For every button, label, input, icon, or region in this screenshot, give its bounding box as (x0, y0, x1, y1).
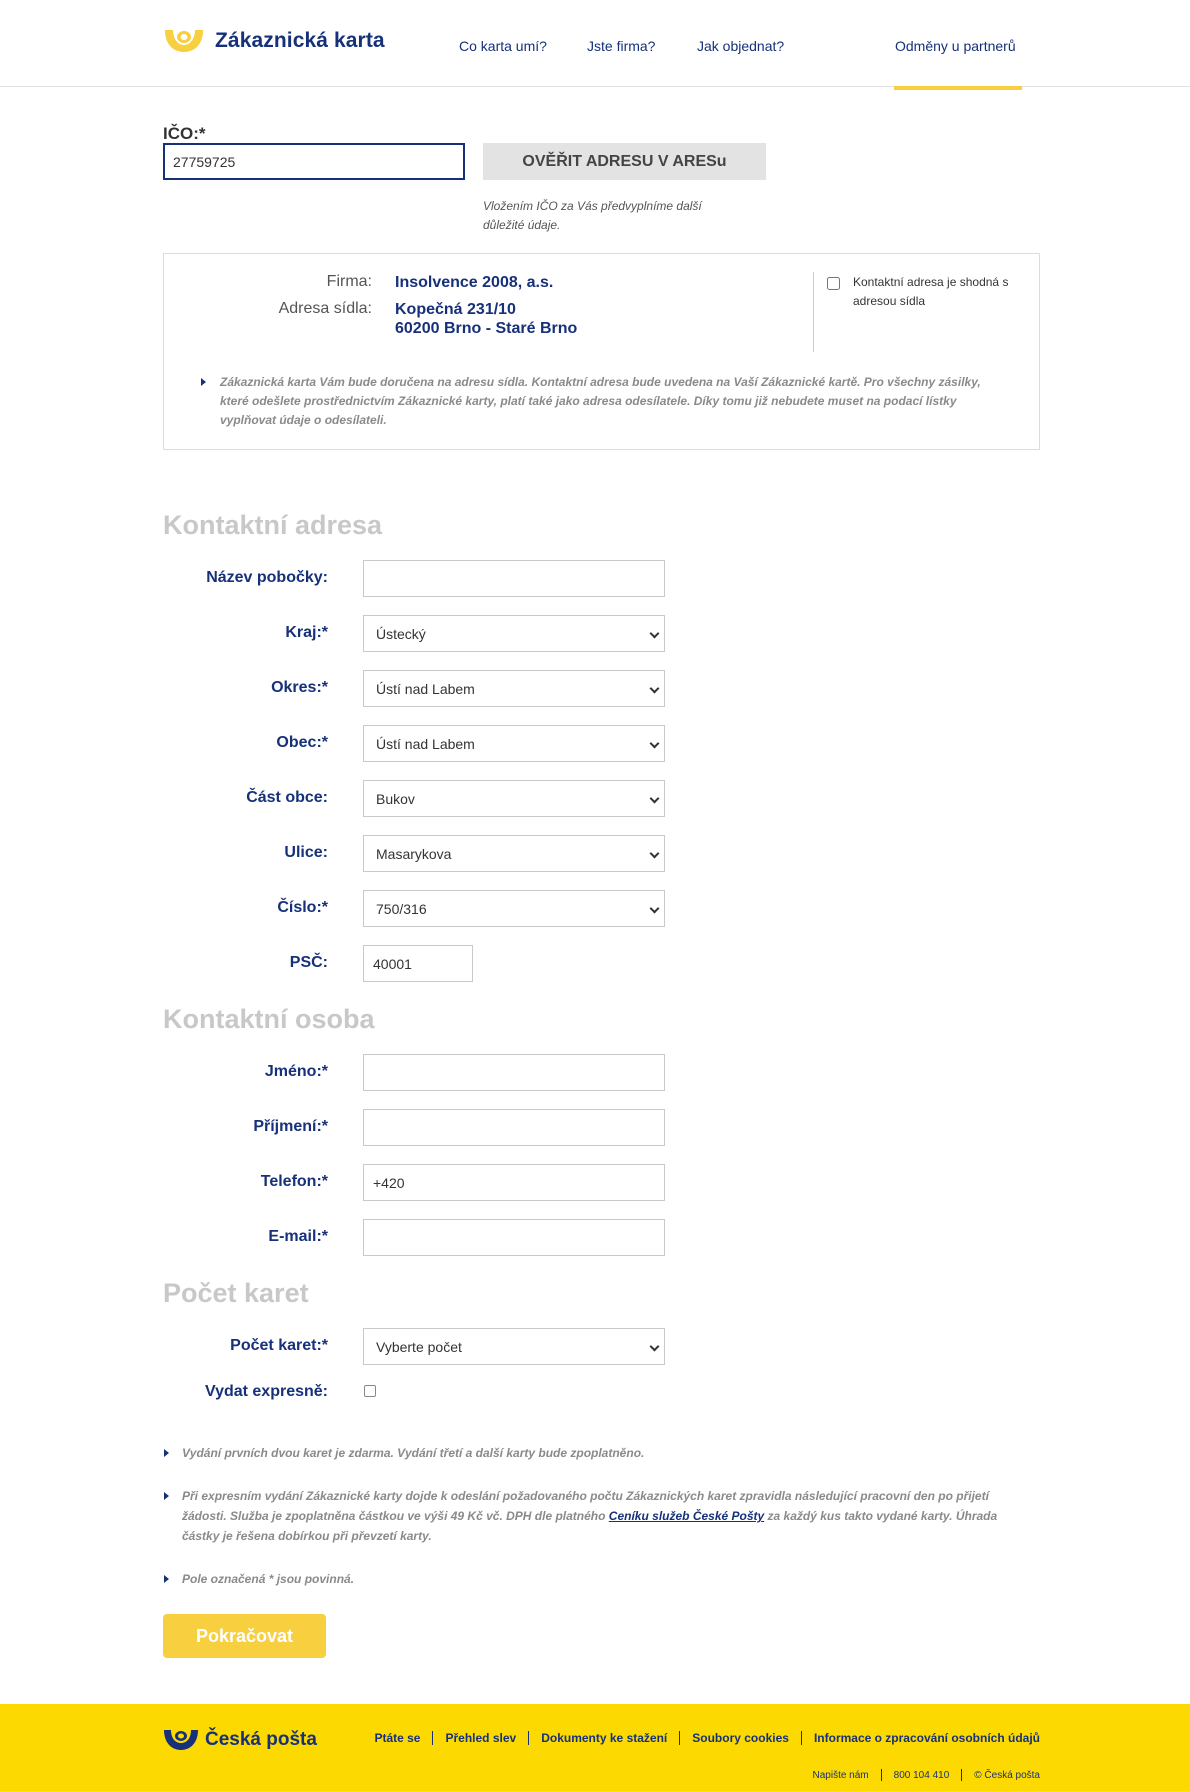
site-footer (0, 1704, 1190, 1791)
footer-bottom (813, 1769, 1041, 1781)
ulice-select[interactable] (363, 835, 665, 872)
okres-select-value: Ústí nad Labem (376, 680, 475, 697)
kraj-select-value: Ústecký (376, 625, 426, 642)
ico-input[interactable] (163, 143, 465, 180)
bullet-arrow-icon (164, 1575, 169, 1583)
obec-select-value: Ústí nad Labem (376, 735, 475, 752)
price-list-link[interactable]: Ceníku služeb České Pošty (608, 1509, 765, 1523)
cislo-select[interactable] (363, 890, 665, 927)
nav-link-odmeny[interactable]: Odměny u partnerů (895, 38, 1016, 54)
logo[interactable] (163, 28, 385, 54)
chevron-down-icon (650, 1342, 660, 1352)
brand-name: Zákaznická karta (215, 29, 385, 52)
jmeno-input[interactable] (363, 1054, 665, 1091)
cast-obce-select-value: Bukov (376, 790, 415, 807)
field-label-jmeno: Jméno:* (264, 1063, 328, 1080)
footer-link-napiste-nam[interactable]: Napište nám (812, 1769, 869, 1781)
adresa-label: Adresa sídla: (278, 300, 372, 317)
okres-select[interactable] (363, 670, 665, 707)
footer-link-prehled-slev[interactable]: Přehled slev (445, 1731, 517, 1745)
field-label-email: E-mail:* (268, 1228, 328, 1245)
field-label-cislo: Číslo:* (277, 899, 328, 916)
active-nav-underline (894, 86, 1022, 90)
chevron-down-icon (650, 849, 660, 859)
field-label-obec: Obec:* (276, 734, 328, 751)
email-input[interactable] (363, 1219, 665, 1256)
chevron-down-icon (650, 794, 660, 804)
field-label-express: Vydat expresně: (204, 1383, 328, 1400)
note-express-text-1: Při expresním vydání Zákaznické karty dojde k odeslání požadovaného počtu Zákaznických karet zpravidla následující pracovní den po přijetí žádosti. Služba je zpoplatněna částkou ve výši 49 Kč vč. DPH dle platného (182, 1489, 989, 1523)
footer-link-ptate-se[interactable]: Ptáte se (374, 1731, 421, 1745)
field-label-psc: PSČ: (289, 954, 328, 971)
footer-links (374, 1731, 1040, 1745)
obec-select[interactable] (363, 725, 665, 762)
section-title-card-count: Počet karet (163, 1278, 309, 1308)
separator (679, 1731, 680, 1745)
bullet-arrow-icon (164, 1449, 169, 1457)
footer-brand-name: Česká pošta (205, 1729, 317, 1750)
field-label-okres: Okres:* (271, 679, 328, 696)
chevron-down-icon (650, 904, 660, 914)
prijmeni-input[interactable] (363, 1109, 665, 1146)
separator (961, 1769, 962, 1781)
field-label-prijmeni: Příjmení:* (253, 1118, 328, 1135)
post-horn-icon (163, 28, 205, 54)
site-header (0, 0, 1190, 87)
ico-hint: Vložením IČO za Vás předvyplníme další důležité údaje. (483, 199, 702, 232)
field-label-kraj: Kraj:* (285, 624, 328, 641)
cast-obce-select[interactable] (363, 780, 665, 817)
separator (432, 1731, 433, 1745)
firma-value: Insolvence 2008, a.s. (395, 274, 554, 291)
footer-link-cookies[interactable]: Soubory cookies (692, 1731, 789, 1745)
continue-button[interactable]: Pokračovat (163, 1614, 326, 1658)
footer-logo[interactable] (163, 1729, 317, 1751)
field-label-cast-obce: Část obce: (246, 789, 328, 806)
firma-label: Firma: (326, 273, 372, 290)
footer-link-osobni-udaje[interactable]: Informace o zpracování osobních údajů (813, 1731, 1040, 1745)
chevron-down-icon (650, 739, 660, 749)
express-checkbox[interactable] (364, 1385, 376, 1397)
separator (528, 1731, 529, 1745)
footer-copyright: © Česká pošta (974, 1769, 1040, 1781)
card-count-select-value: Vyberte počet (376, 1338, 462, 1355)
card-count-select[interactable] (363, 1328, 665, 1365)
field-label-nazev-pobocky: Název pobočky: (206, 569, 328, 586)
field-label-ulice: Ulice: (284, 844, 328, 861)
adresa-line-2: 60200 Brno - Staré Brno (395, 320, 578, 337)
note-free-cards: Vydání prvních dvou karet je zdarma. Vydání třetí a další karty bude zpoplatněno. (182, 1446, 645, 1460)
field-label-card-count: Počet karet:* (230, 1337, 328, 1354)
note-express (182, 1486, 1032, 1546)
kraj-select[interactable] (363, 615, 665, 652)
bullet-arrow-icon (201, 378, 206, 386)
divider (813, 272, 814, 352)
bullet-arrow-icon (164, 1492, 169, 1500)
section-title-contact-person: Kontaktní osoba (163, 1004, 375, 1034)
note-required-fields: Pole označená * jsou povinná. (182, 1572, 355, 1586)
company-info-box (163, 253, 1040, 450)
separator (881, 1769, 882, 1781)
nav-link-jak-objednat[interactable]: Jak objednat? (697, 38, 785, 54)
field-label-telefon: Telefon:* (260, 1173, 328, 1190)
footer-phone[interactable]: 800 104 410 (893, 1769, 950, 1781)
same-address-label: Kontaktní adresa je shodná s adresou sídla (853, 275, 1009, 308)
cislo-select-value: 750/316 (376, 900, 427, 917)
separator (801, 1731, 802, 1745)
ico-label: IČO:* (163, 124, 206, 143)
same-address-checkbox[interactable] (827, 277, 840, 290)
post-horn-icon (163, 1729, 199, 1751)
telefon-input[interactable] (363, 1164, 665, 1201)
chevron-down-icon (650, 684, 660, 694)
section-title-contact-address: Kontaktní adresa (163, 510, 383, 540)
note-express-text-2: za každý kus takto vydané karty. Úhrada částky je řešena dobírkou při převzetí karty. (182, 1509, 998, 1543)
chevron-down-icon (650, 629, 660, 639)
ulice-select-value: Masarykova (376, 845, 452, 862)
verify-ares-button[interactable]: OVĚŘIT ADRESU V ARESu (483, 143, 766, 180)
psc-input[interactable] (363, 945, 473, 982)
company-note: Zákaznická karta Vám bude doručena na adresu sídla. Kontaktní adresa bude uvedena na Vaší Zákaznické kartě. Pro všechny zásilky, které odešlete prostřednictvím Zákaznické karty, platí také jako adresa odesílatele. Díky tomu již nebudete muset na podací lístky vyplňovat údaje o odesílateli. (220, 375, 981, 427)
nav-link-jste-firma[interactable]: Jste firma? (587, 38, 656, 54)
nav-link-co-karta-umi[interactable]: Co karta umí? (459, 38, 547, 54)
adresa-line-1: Kopečná 231/10 (395, 301, 516, 318)
footer-link-dokumenty[interactable]: Dokumenty ke stažení (541, 1731, 668, 1745)
nazev-pobocky-input[interactable] (363, 560, 665, 597)
